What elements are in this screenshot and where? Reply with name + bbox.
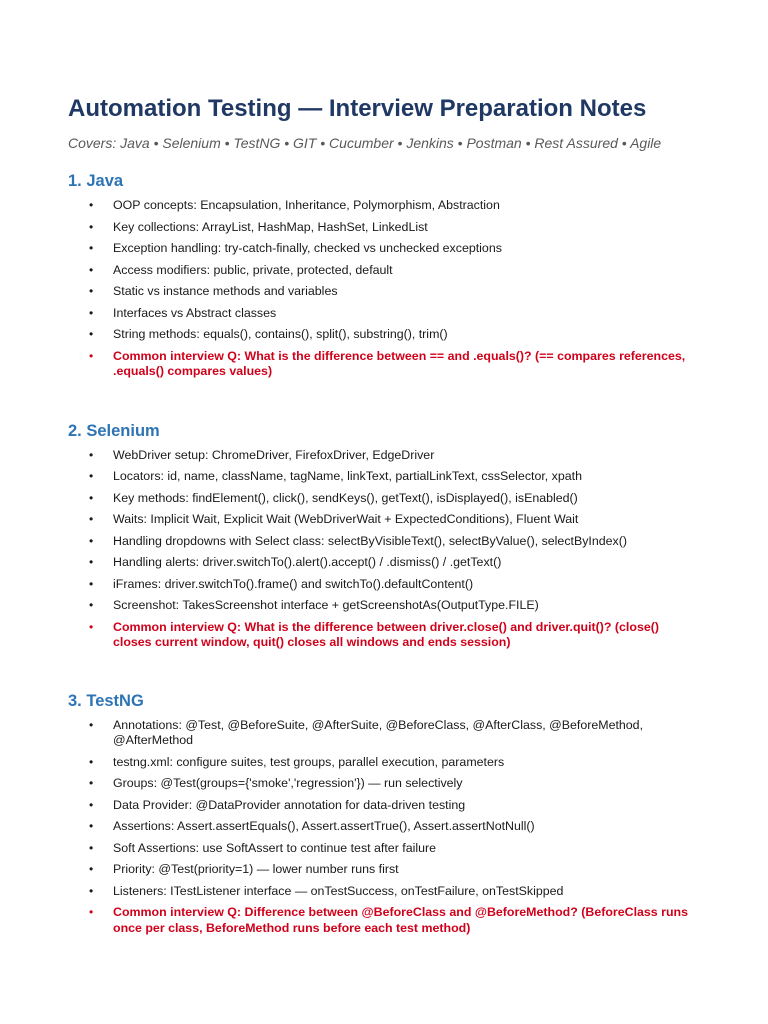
bullet-icon: • [89,840,94,855]
bullet-list [68,198,698,380]
list-item: • Waits: Implicit Wait, Explicit Wait (WebDriverWait + ExpectedConditions), Fluent Wait [89,512,579,526]
list-item: • iFrames: driver.switchTo().frame() and switchTo().defaultContent() [89,576,474,591]
list-item: • Interfaces vs Abstract classes [89,305,277,320]
bullet-icon: • [89,819,94,833]
list-item: • Screenshot: TakesScreenshot interface + getScreenshotAs(OutputType.FILE) [89,598,539,612]
bullet-icon: • [89,754,94,769]
bullet-icon: • [89,198,94,212]
list-item: • Soft Assertions: use SoftAssert to continue test after failure [89,840,437,855]
bullet-icon: • [89,512,94,526]
list-item: • WebDriver setup: ChromeDriver, FirefoxDriver, EdgeDriver [89,447,435,462]
list-item: • Exception handling: try-catch-finally, checked vs unchecked exceptions [89,241,502,255]
section-heading: 2. Selenium [68,421,160,440]
list-item: • Locators: id, name, className, tagName, linkText, partialLinkText, cssSelector, xpath [89,469,582,483]
bullet-icon: • [89,905,94,919]
interview-question-item: • Common interview Q: Difference between @BeforeClass and @BeforeMethod? (BeforeClass runs once per class, BeforeMethod runs before each test method) [89,905,688,935]
section-heading: 3. TestNG [68,691,144,710]
bullet-icon: • [89,598,94,612]
section-heading: 1. Java [68,172,124,190]
bullet-icon: • [89,862,94,876]
bullet-icon: • [89,348,94,363]
bullet-icon: • [89,327,94,341]
bullet-icon: • [89,717,94,732]
bullet-icon: • [89,284,94,298]
bullet-list [68,448,698,651]
list-item: • Key collections: ArrayList, HashMap, HashSet, LinkedList [89,219,428,234]
document-subtitle: Covers: Java • Selenium • TestNG • GIT • Cucumber • Jenkins • Postman • Rest Assured • Agile [68,135,662,151]
bullet-icon: • [89,883,94,898]
bullet-icon: • [89,533,94,548]
bullet-icon: • [89,447,94,462]
list-item: • String methods: equals(), contains(), split(), substring(), trim() [89,327,448,341]
bullet-icon: • [89,305,94,320]
bullet-icon: • [89,469,94,483]
list-item: • Assertions: Assert.assertEquals(), Assert.assertTrue(), Assert.assertNotNull() [89,819,535,833]
bullet-icon: • [89,576,94,591]
list-item: • testng.xml: configure suites, test groups, parallel execution, parameters [89,754,505,769]
list-item: • Handling dropdowns with Select class: selectByVisibleText(), selectByValue(), selectByIndex() [89,533,627,548]
bullet-icon: • [89,776,94,790]
section-java [68,171,698,380]
list-item: • Key methods: findElement(), click(), sendKeys(), getText(), isDisplayed(), isEnabled() [89,490,578,505]
list-item: • Annotations: @Test, @BeforeSuite, @AfterSuite, @BeforeClass, @AfterClass, @BeforeMethod, @AfterMethod [89,717,644,747]
bullet-icon: • [89,241,94,255]
bullet-icon: • [89,619,94,634]
bullet-icon: • [89,490,94,505]
section-selenium [68,421,698,651]
list-item: • Listeners: ITestListener interface — onTestSuccess, onTestFailure, onTestSkipped [89,883,564,898]
interview-question-item: • Common interview Q: What is the difference between driver.close() and driver.quit()? (close() closes current window, quit() closes all windows and ends session) [89,619,659,649]
list-item: • Priority: @Test(priority=1) — lower number runs first [89,862,399,876]
bullet-icon: • [89,555,94,569]
document-title: Automation Testing — Interview Preparation Notes [68,95,647,122]
list-item: • Access modifiers: public, private, protected, default [89,262,393,277]
list-item: • Data Provider: @DataProvider annotation for data-driven testing [89,797,466,812]
list-item: • Handling alerts: driver.switchTo().alert().accept() / .dismiss() / .getText() [89,555,502,569]
interview-question-item: • Common interview Q: What is the difference between == and .equals()? (== compares references, .equals() compares values) [89,348,686,378]
list-item: • Groups: @Test(groups={'smoke','regression'}) — run selectively [89,776,463,790]
section-testng [68,691,698,937]
bullet-icon: • [89,262,94,277]
bullet-list [68,718,698,937]
bullet-icon: • [89,219,94,234]
list-item: • Static vs instance methods and variables [89,284,338,298]
bullet-icon: • [89,797,94,812]
list-item: • OOP concepts: Encapsulation, Inheritance, Polymorphism, Abstraction [89,198,500,212]
